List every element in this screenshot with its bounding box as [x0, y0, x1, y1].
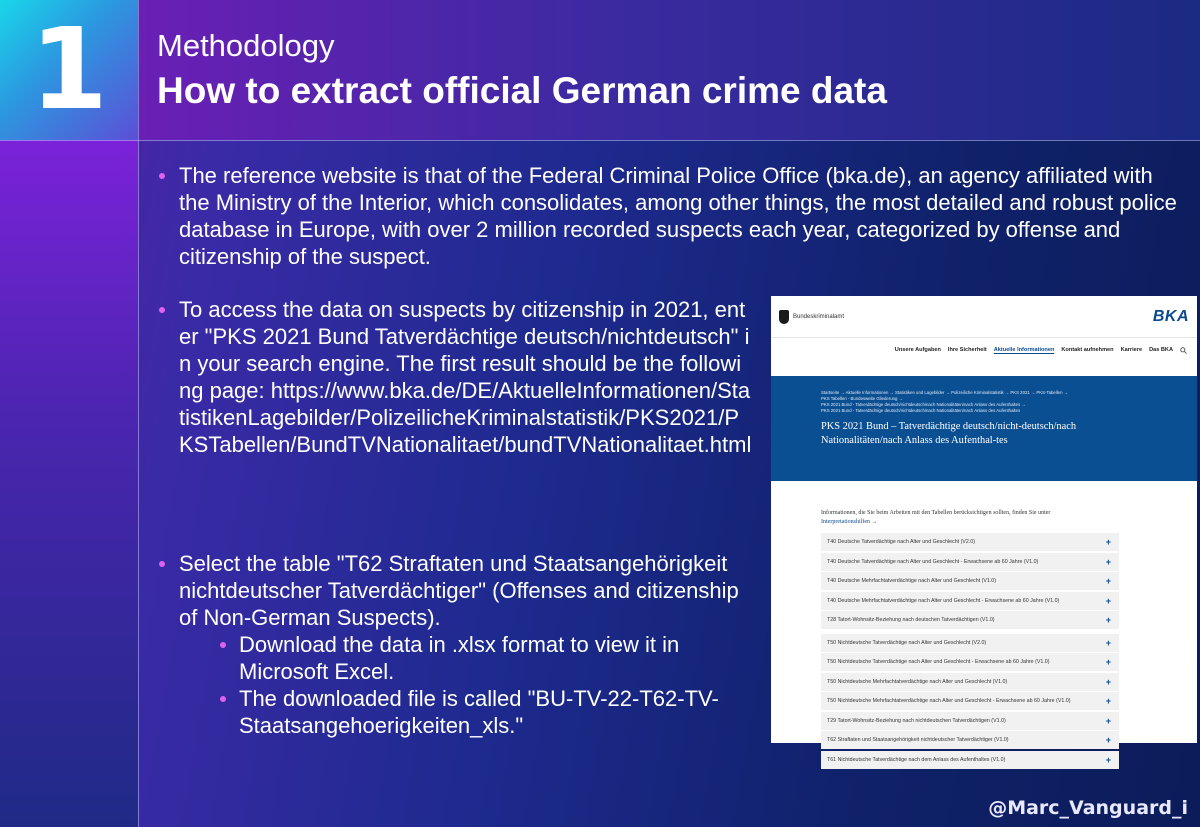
slide-number: 1 [30, 5, 108, 135]
federal-eagle-logo [779, 310, 844, 324]
expand-plus-icon[interactable]: + [1105, 615, 1111, 625]
nav-item-aktuelle-informationen[interactable]: Aktuelle Informationen [993, 346, 1055, 353]
table-accordion-item[interactable] [821, 553, 1119, 571]
bka-main-nav [771, 340, 1197, 360]
table-accordion-item[interactable] [821, 653, 1119, 671]
info-text [821, 509, 1121, 527]
nav-item-kontakt[interactable]: Kontakt aufnehmen [1061, 347, 1114, 353]
nav-item-das-bka[interactable]: Das BKA [1149, 347, 1173, 353]
table-accordion-item[interactable] [821, 611, 1119, 629]
table-accordion-label: T62 Straftaten und Staatsangehörigkeit nichtdeutscher Tatverdächtiger (V1.0) [827, 737, 1009, 743]
bka-site-header [771, 296, 1197, 338]
info-text-body: Informationen, die Sie beim Arbeiten mit den Tabellen berücksichtigen sollten, finden Sie unter [821, 510, 1051, 516]
nav-item-aufgaben[interactable]: Unsere Aufgaben [894, 347, 941, 353]
table-accordion-item[interactable] [821, 692, 1119, 710]
left-accent-strip [0, 140, 138, 827]
table-accordion-item[interactable] [821, 592, 1119, 610]
table-accordion-item[interactable] [821, 572, 1119, 590]
breadcrumb [821, 390, 1197, 414]
expand-plus-icon[interactable]: + [1105, 754, 1111, 765]
expand-plus-icon[interactable]: + [1105, 576, 1111, 586]
table-accordion-label: T40 Deutsche Tatverdächtige nach Alter und Geschlecht (V2.0) [827, 539, 976, 545]
table-accordion-item[interactable] [821, 751, 1119, 769]
bka-page-hero [771, 376, 1197, 481]
table-accordion-label: T50 Nichtdeutsche Tatverdächtige nach Alter und Geschlecht (V2.0) [827, 639, 987, 646]
table-accordion-label: T40 Deutsche Tatverdächtige nach Alter und Geschlecht - Erwachsene ab 60 Jahre (V1.0) [827, 558, 1039, 565]
page-title: PKS 2021 Bund – Tatverdächtige deutsch/nicht-deutsch/nach Nationalitäten/nach Anlass des Aufenthal-tes [821, 421, 1077, 446]
table-accordion-item[interactable] [821, 673, 1119, 691]
table-accordion-item[interactable] [821, 731, 1119, 749]
bullet-reference-website [157, 162, 1177, 270]
table-accordion-label: T61 Nichtdeutsche Tatverdächtige nach dem Anlass des Aufenthaltes (V1.0) [827, 756, 1006, 763]
expand-plus-icon[interactable]: + [1105, 556, 1111, 567]
table-accordion-label: T50 Nichtdeutsche Tatverdächtige nach Alter und Geschlecht - Erwachsene ab 60 Jahre (V1.0) [827, 659, 1050, 665]
tables-accordion [821, 533, 1119, 769]
slide-number-box [0, 0, 138, 140]
breadcrumb-line[interactable]: PKS Tabellen - Bundesweite Gliederung → [821, 396, 903, 401]
expand-plus-icon[interactable]: + [1105, 735, 1111, 745]
slide-title: How to extract official German crime data [157, 70, 887, 111]
bka-logo: BKA [1152, 307, 1189, 325]
search-icon[interactable] [1180, 347, 1187, 354]
bullet-text: The reference website is that of the Federal Criminal Police Office (bka.de), an agency affiliated with the Ministry of the Interior, which consolidates, among other things, the most detailed and robust police database in Europe, with over 2 million recorded suspects each year, categorized by offense and citizenship of the suspect. [157, 162, 1177, 270]
nav-item-sicherheit[interactable]: Ihre Sicherheit [947, 347, 987, 353]
expand-plus-icon[interactable]: + [1105, 637, 1111, 648]
expand-plus-icon[interactable]: + [1105, 657, 1111, 667]
bka-page-body [771, 481, 1197, 769]
bullet-text: To access the data on suspects by citizenship in 2021, enter "PKS 2021 Bund Tatverdächtige deutsch/nichtdeutsch" in your search engine. The first result should be the following page: https://www.bka.de/DE/AktuelleInformationen/StatistikenLagebilder/PolizeilicheKriminalstatistik/PKS2021/PKSTabellen/BundTVNationalitaet/bundTVNationalitaet.html [157, 296, 752, 458]
bullet-text: Select the table "T62 Straftaten und Staatsangehörigkeit nichtdeutscher Tatverdächtiger" (Offenses and citizenship of Non-German Suspects). [157, 550, 757, 631]
sub-bullet-download: Download the data in .xlsx format to view it in Microsoft Excel. [157, 631, 757, 685]
table-accordion-label: T29 Tatort-Wohnsitz-Beziehung nach nichtdeutschen Tatverdächtigen (V1.0) [827, 717, 1006, 724]
table-accordion-item[interactable] [821, 533, 1119, 551]
table-accordion-label: T28 Tatort-Wohnsitz-Beziehung nach deutschen Tatverdächtigen (V1.0) [827, 617, 995, 623]
author-credit: @Marc_Vanguard_i [988, 797, 1188, 819]
expand-plus-icon[interactable]: + [1105, 537, 1111, 547]
bullet-access-data [157, 296, 752, 458]
interpretation-link[interactable]: Interpretationshilfen → [821, 519, 878, 525]
breadcrumb-line[interactable]: PKS 2021 Bund - Tatverdächtige deutsch/nichtdeutsch/nach Nationalitäten/nach Anlass des Aufenthaltes → [821, 402, 1026, 407]
vertical-divider [138, 0, 139, 827]
table-accordion-item[interactable] [821, 634, 1119, 652]
table-accordion-label: T40 Deutsche Mehrfachtatverdächtige nach Alter und Geschlecht (V1.0) [827, 578, 997, 584]
table-accordion-label: T50 Nichtdeutsche Mehrfachtatverdächtige nach Alter und Geschlecht (V1.0) [827, 678, 1008, 685]
expand-plus-icon[interactable]: + [1105, 595, 1111, 606]
table-accordion-label: T50 Nichtdeutsche Mehrfachtatverdächtige nach Alter und Geschlecht - Erwachsene ab 60 Jahre (V1.0) [827, 698, 1071, 704]
expand-plus-icon[interactable]: + [1105, 696, 1111, 706]
table-accordion-item[interactable] [821, 712, 1119, 730]
horizontal-divider [0, 140, 1200, 141]
breadcrumb-line[interactable]: Startseite → Aktuelle Informationen → Statistiken und Lagebilder → Polizeiliche Kriminalstatistik → PKS 2021 → PKS-Tabellen → [821, 390, 1068, 395]
slide-subtitle: Methodology [157, 28, 335, 63]
agency-name: Bundeskriminalamt [793, 313, 845, 320]
nav-item-karriere[interactable]: Karriere [1120, 347, 1143, 353]
table-accordion-label: T40 Deutsche Mehrfachtatverdächtige nach Alter und Geschlecht - Erwachsene ab 60 Jahre (V1.0) [827, 597, 1060, 604]
expand-plus-icon[interactable]: + [1105, 715, 1111, 726]
bullet-select-table [157, 550, 757, 739]
expand-plus-icon[interactable]: + [1105, 676, 1111, 687]
eagle-icon [779, 310, 789, 324]
breadcrumb-line: PKS 2021 Bund - Tatverdächtige deutsch/nichtdeutsch/nach Nationalitäten/nach Anlass des Aufenthaltes [821, 408, 1021, 413]
sub-bullet-filename: The downloaded file is called "BU-TV-22-T62-TV-Staatsangehoerigkeiten_xls." [157, 685, 757, 739]
bka-website-screenshot [771, 296, 1197, 765]
